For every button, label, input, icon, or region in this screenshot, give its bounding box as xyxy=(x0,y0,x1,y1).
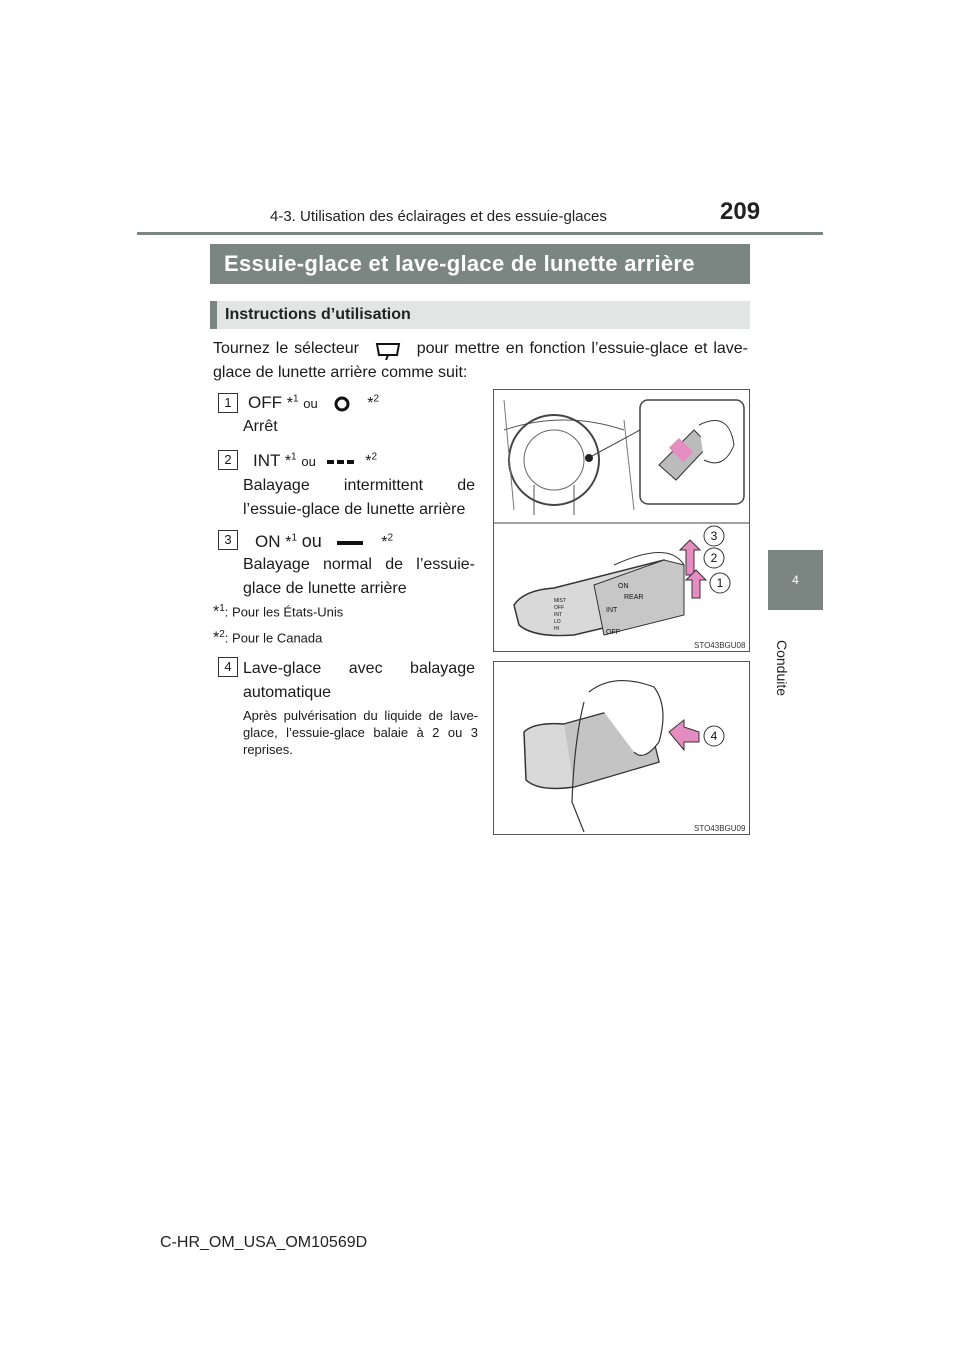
figure-2-code: STO43BGU09 xyxy=(694,824,746,833)
figure-wiper-lever xyxy=(493,389,750,652)
header-rule xyxy=(137,232,823,235)
lever-label-int2: INT xyxy=(554,612,563,618)
item-4-desc: Lave-glace avec balayage automatique xyxy=(243,660,475,701)
lever-label-on: ON xyxy=(618,583,629,590)
wiper-off-icon xyxy=(322,396,362,412)
item-number-2: 2 xyxy=(218,450,238,470)
item-3-head: ON *$^1$ ou *$^2$ xyxy=(255,531,394,551)
item-1-head: OFF *$^1$ ou *$^2$ xyxy=(248,393,379,412)
section-title: Essuie-glace et lave-glace de lunette arrière xyxy=(210,244,750,284)
lever-label-rear: REAR xyxy=(624,594,644,601)
item-3-desc: Balayage normal de l’essuie-glace de lunette arrière xyxy=(243,556,475,597)
wiper-int-icon xyxy=(321,454,361,470)
chapter-label: Conduite xyxy=(774,640,790,697)
footnote-1: *$^1$: Pour les États-Unis xyxy=(213,603,344,621)
figure-2-illustration xyxy=(494,662,749,834)
callout-1: 1 xyxy=(716,576,724,590)
intro-paragraph xyxy=(213,337,748,385)
footer-code: C-HR_OM_USA_OM10569D xyxy=(160,1234,368,1251)
item-4-note: Après pulvérisation du liquide de lave-glace, l’essuie-glace balaie à 2 ou 3 reprises. xyxy=(243,708,478,757)
item-number-4: 4 xyxy=(218,657,238,677)
callout-2: 2 xyxy=(710,551,718,565)
chapter-number: 4 xyxy=(792,573,799,587)
lever-label-mist: MIST xyxy=(554,598,566,604)
figure-1-code: STO43BGU08 xyxy=(694,641,746,650)
subsection-title: Instructions d’utilisation xyxy=(210,301,750,329)
rear-wiper-icon xyxy=(365,342,411,356)
lever-label-int: INT xyxy=(606,607,618,614)
page-number: 209 xyxy=(720,198,761,225)
lever-label-lo: LO xyxy=(554,619,561,625)
header-section: 4-3. Utilisation des éclairages et des essuie-glaces xyxy=(270,208,607,225)
wiper-on-icon xyxy=(327,535,377,551)
item-number-1: 1 xyxy=(218,393,238,413)
item-number-3: 3 xyxy=(218,530,238,550)
intro-after: pour mettre en fonction l’essuie-glace et lave-glace de lunette arrière comme suit: xyxy=(213,340,748,381)
figure-washer xyxy=(493,661,750,835)
intro-before: Tournez le sélecteur xyxy=(213,340,359,357)
item-2-head: INT *$^1$ ou *$^2$ xyxy=(253,451,378,470)
lever-label-hi: HI xyxy=(554,626,559,632)
chapter-label-box xyxy=(762,640,802,700)
callout-4: 4 xyxy=(710,729,718,743)
callout-3: 3 xyxy=(710,529,718,543)
footnote-2: *$^2$: Pour le Canada xyxy=(213,629,323,647)
lever-label-off2: OFF xyxy=(554,605,564,611)
figure-1-illustration xyxy=(494,390,749,651)
item-2-desc: Balayage intermittent de l’essuie-glace de lunette arrière xyxy=(243,477,475,518)
lever-label-off: OFF xyxy=(606,629,620,636)
item-1-desc: Arrêt xyxy=(243,418,278,435)
